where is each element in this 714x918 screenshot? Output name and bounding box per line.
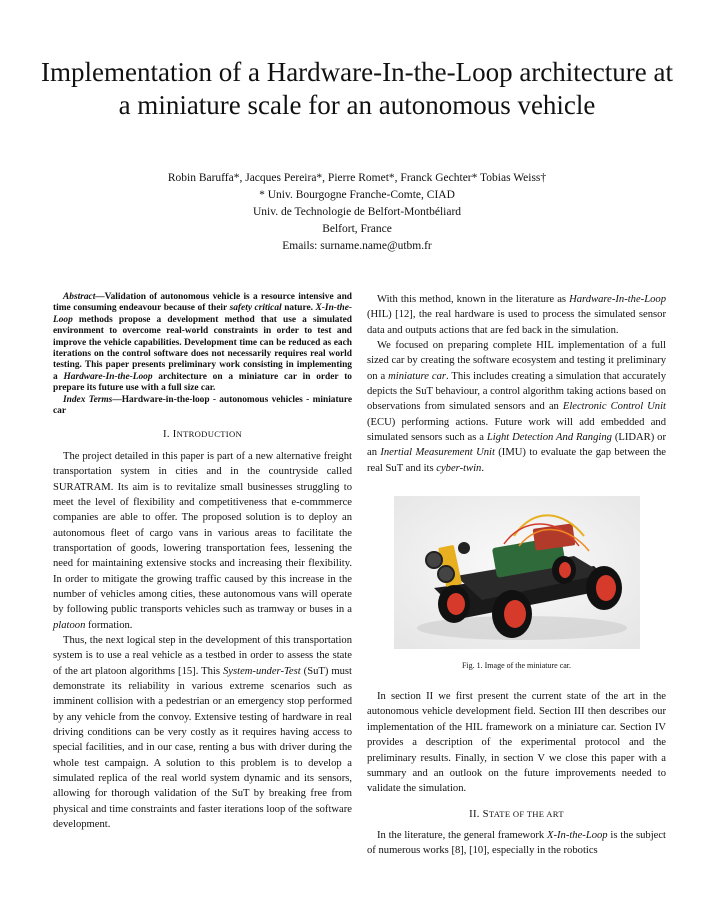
paragraph-emphasis: Electronic Control Unit (562, 401, 666, 413)
miniature-car-image (394, 496, 640, 649)
abstract-emphasis: safety critical (229, 303, 282, 314)
paragraph-text: formation. (85, 619, 133, 631)
abstract-text: methods propose a development method that use a simulated environment to overcome real-world constraints in order to test and improve the vehicle capabilities. Development time can be reduced as each iterations on the control software does not necessarily requires real world testing. This paper presents preliminary work consisting in implementing a (53, 314, 352, 382)
paragraph-emphasis: X-In-the-Loop (547, 829, 608, 841)
abstract-label: Abstract (63, 292, 96, 302)
paragraph-text: . (481, 462, 484, 474)
section-number: II. S (469, 808, 489, 820)
paper-title: Implementation of a Hardware-In-the-Loop architecture at a miniature scale for an autonomous vehicle (41, 57, 673, 120)
abstract-text: architecture on a miniature car in order to prepare its future use with a full size car. (53, 371, 352, 394)
abstract (53, 292, 352, 417)
affiliation-line-1: * Univ. Bourgogne Franche-Comte, CIAD (259, 189, 455, 201)
paragraph-text: With this method, known in the literature as (377, 294, 570, 305)
ultrasonic-sensor-left (426, 552, 442, 568)
abstract-text: —Validation of autonomous vehicle is a resource intensive and time consuming endeavour because of their (53, 292, 352, 314)
paragraph-text: In section II we first present the current state of the art in the autonomous vehicle development field. Section III then describes our implementation of the HIL framework on a miniature car. Section IV provides a description of the experimental protocol and the preliminary results. Finally, in section V we close this paper with a summary and an outlook on the future improvements needed to validate the simulation. (367, 691, 666, 795)
paragraph-emphasis: Inertial Measurement Unit (380, 447, 495, 459)
wheel-front-right (492, 590, 532, 638)
index-terms-text: —Hardware-in-the-loop - autonomous vehicles - miniature car (53, 394, 352, 417)
wheel-rear-left (552, 556, 576, 584)
index-terms-label: Index Terms (63, 394, 113, 405)
paragraph-text: The project detailed in this paper is part of a new alternative freight transportation system in cities and in the countryside called SURATRAM. Its aim is to revitalize small businesses struggling to meet the level of flexibility and competitiveness that e-commmerce companies are able to offer. The proposed solution is to deploy an autonomous fleet of cargo vans in various areas to facilitate the transportation of goods, lowering transportation fees, lessening the need for maintaining extensive stocks and increasing their flexibility. In order to mitigate the growing traffic caused by this increase in the number of vehicles among cities, these autonomous vans will operate by following public transports vehicles such as tramway or buses in a (53, 450, 352, 616)
paragraph-emphasis: miniature car (388, 370, 446, 382)
section-number: I. I (163, 429, 177, 441)
paragraph-text: (HIL) [12], the real hardware is used to process the simulated sensor data and outputs actions that are fed back in the simulation. (367, 309, 666, 336)
paragraph-text: . This includes creating a simulation that accurately depicts the SuT behaviour, a control algorithm taking actions based on observations from simulated sensors and an (367, 370, 666, 413)
figure-miniature-car (394, 496, 640, 649)
paragraph-emphasis: cyber-twin (436, 462, 482, 474)
camera-lens (458, 542, 470, 554)
author-block (40, 170, 674, 255)
section-heading-introduction (53, 427, 352, 442)
paragraph-emphasis: platoon (53, 619, 86, 631)
left-column (53, 292, 352, 832)
ultrasonic-sensor-right (438, 566, 454, 582)
section-title: NTRODUCTION (176, 429, 242, 440)
paragraph-emphasis: System-under-Test (223, 665, 301, 677)
right-paragraph-1 (367, 292, 666, 338)
figure-caption: Fig. 1. Image of the miniature car. (461, 661, 572, 671)
right-paragraph-4 (367, 828, 666, 859)
wheel-front-left (438, 585, 470, 623)
abstract-paragraph (53, 292, 352, 395)
right-column (367, 292, 666, 859)
right-paragraph-2 (367, 338, 666, 476)
paragraph-emphasis: Light Detection And Ranging (486, 432, 612, 444)
location-line: Belfort, France (322, 223, 392, 235)
index-terms (53, 395, 352, 418)
intro-paragraph-1 (53, 449, 352, 633)
paragraph-text: (SuT) must demonstrate its reliability in various extreme scenarios such as imminent collision with a pedestrian or an emergency stop performed by any vehicle from the convoy. Extensive testing of hardware in real driving conditions can be very costly as it requires having access to special facilities, and in our case, renting a bus with driver during the whole test campaign. A solution to this problem is to develop a simulated replica of the real world system dynamic and its sensors, allowing for thorough validation of the SuT by breaking free from physical and time constraints and faster iterations loop of the software development. (53, 665, 352, 831)
paragraph-text: (ECU) performing actions. Future work will add embedded and simulated sensors such as a (367, 416, 666, 444)
paragraph-text: is the subject of numerous works [8], [10], especially in the robotics (367, 829, 667, 857)
affiliation-line-2: Univ. de Technologie de Belfort-Montbéliard (252, 206, 462, 218)
section-title: TATE OF THE ART (488, 808, 564, 819)
paragraph-text: (IMU) to evaluate the gap between the real SuT and its (367, 447, 666, 474)
paragraph-text: We focused on preparing complete HIL implementation of a full sized car by creating the software ecosystem and testing it preliminary on a (367, 340, 666, 382)
abstract-emphasis: X-In-the-Loop (53, 303, 353, 325)
emails-line: Emails: surname.name@utbm.fr (282, 240, 432, 252)
intro-paragraph-2 (53, 633, 352, 832)
section-heading-state-of-the-art (367, 807, 666, 822)
paragraph-text: (LIDAR) or an (367, 432, 666, 459)
right-paragraph-3 (367, 689, 666, 796)
abstract-text: nature. (281, 303, 316, 314)
paragraph-text: Thus, the next logical step in the development of this transportation system is to use a real vehicle as a testbed in order to assess the state of the art platoon algorithms [15]. This (53, 634, 352, 677)
paragraph-emphasis: Hardware-In-the-Loop (569, 294, 666, 305)
abstract-emphasis: Hardware-In-the-Loop (63, 371, 153, 382)
author-names: Robin Baruffa*, Jacques Pereira*, Pierre Romet*, Franck Gechter* Tobias Weiss† (167, 172, 547, 184)
wheel-rear-right (586, 566, 622, 610)
paragraph-text: In the literature, the general framework (377, 829, 547, 841)
